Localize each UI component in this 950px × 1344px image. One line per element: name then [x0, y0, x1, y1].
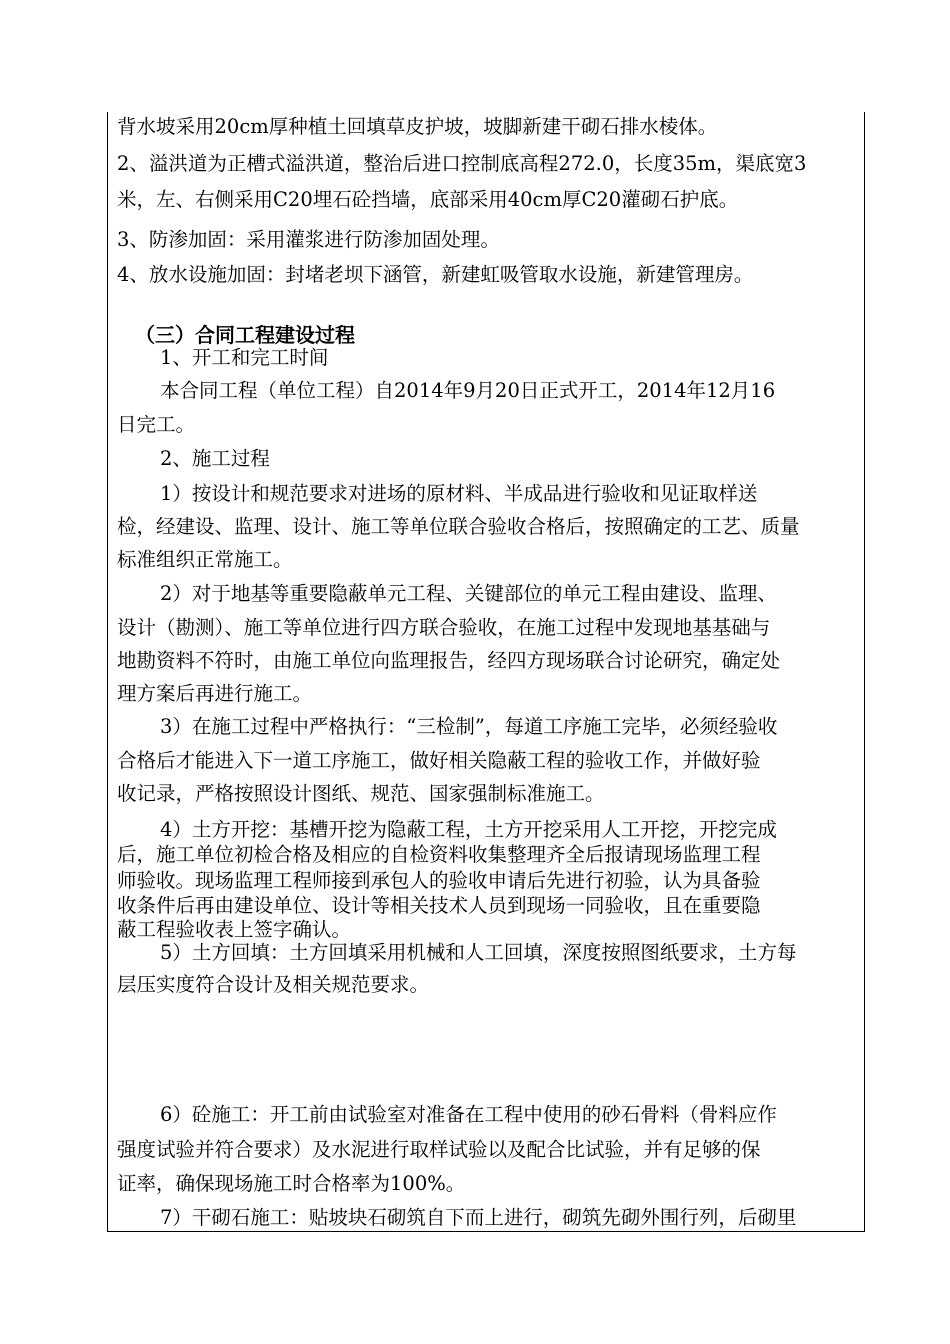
text-line: 蔽工程验收表上签字确认。 — [117, 918, 352, 941]
text-line: 2、溢洪道为正槽式溢洪道，整治后进口控制底高程272.0，长度35m，渠底宽3 — [117, 152, 807, 175]
text-line: 本合同工程（单位工程）自2014年9月20日正式开工，2014年12月16 — [160, 379, 776, 402]
text-line: 合格后才能进入下一道工序施工，做好相关隐蔽工程的验收工作，并做好验 — [117, 749, 761, 772]
text-line: 检，经建设、监理、设计、施工等单位联合验收合格后，按照确定的工艺、质量 — [117, 515, 800, 538]
text-line: 背水坡采用20cm厚种植土回填草皮护坡，坡脚新建干砌石排水棱体。 — [117, 115, 718, 138]
text-line: 收记录，严格按照设计图纸、规范、国家强制标准施工。 — [117, 782, 605, 805]
text-line: 强度试验并符合要求）及水泥进行取样试验以及配合比试验，并有足够的保 — [117, 1138, 761, 1161]
text-line: 4）土方开挖：基槽开挖为隐蔽工程，土方开挖采用人工开挖，开挖完成 — [160, 818, 777, 841]
text-line: 后，施工单位初检合格及相应的自检资料收集整理齐全后报请现场监理工程 — [117, 843, 761, 866]
section-heading: （三）合同工程建设过程 — [135, 323, 355, 347]
text-line: 设计（勘测）、施工等单位进行四方联合验收，在施工过程中发现地基基础与 — [117, 616, 771, 639]
text-line: 收条件后再由建设单位、设计等相关技术人员到现场一同验收，且在重要隐 — [117, 894, 761, 917]
text-line: 3）在施工过程中严格执行：“三检制”，每道工序施工完毕，必须经验收 — [160, 715, 778, 738]
text-line: 6）砼施工：开工前由试验室对准备在工程中使用的砂石骨料（骨料应作 — [160, 1103, 777, 1126]
text-line: 2）对于地基等重要隐蔽单元工程、关键部位的单元工程由建设、监理、 — [160, 582, 777, 605]
text-line: 证率，确保现场施工时合格率为100%。 — [117, 1172, 466, 1195]
text-line: 米，左、右侧采用C20埋石砼挡墙，底部采用40cm厚C20灌砌石护底。 — [117, 188, 739, 211]
text-line: 1、开工和完工时间 — [160, 346, 329, 369]
text-line: 层压实度符合设计及相关规范要求。 — [117, 973, 430, 996]
text-line: 地勘资料不符时，由施工单位向监理报告，经四方现场联合讨论研究，确定处 — [117, 649, 781, 672]
text-line: 日完工。 — [117, 413, 196, 436]
text-line: 5）土方回填：土方回填采用机械和人工回填，深度按照图纸要求，土方每 — [160, 941, 797, 964]
text-line: 理方案后再进行施工。 — [117, 682, 313, 705]
text-line: 4、放水设施加固：封堵老坝下涵管，新建虹吸管取水设施，新建管理房。 — [117, 263, 754, 286]
text-line: 师验收。现场监理工程师接到承包人的验收申请后先进行初验，认为具备验 — [117, 869, 761, 892]
text-line: 2、施工过程 — [160, 447, 270, 470]
text-line: 1）按设计和规范要求对进场的原材料、半成品进行验收和见证取样送 — [160, 482, 758, 505]
text-line: 标准组织正常施工。 — [117, 548, 293, 571]
text-line: 3、防渗加固：采用灌浆进行防渗加固处理。 — [117, 228, 500, 251]
text-line: 7）干砌石施工：贴坡块石砌筑自下而上进行，砌筑先砌外围行列，后砌里 — [160, 1206, 797, 1229]
